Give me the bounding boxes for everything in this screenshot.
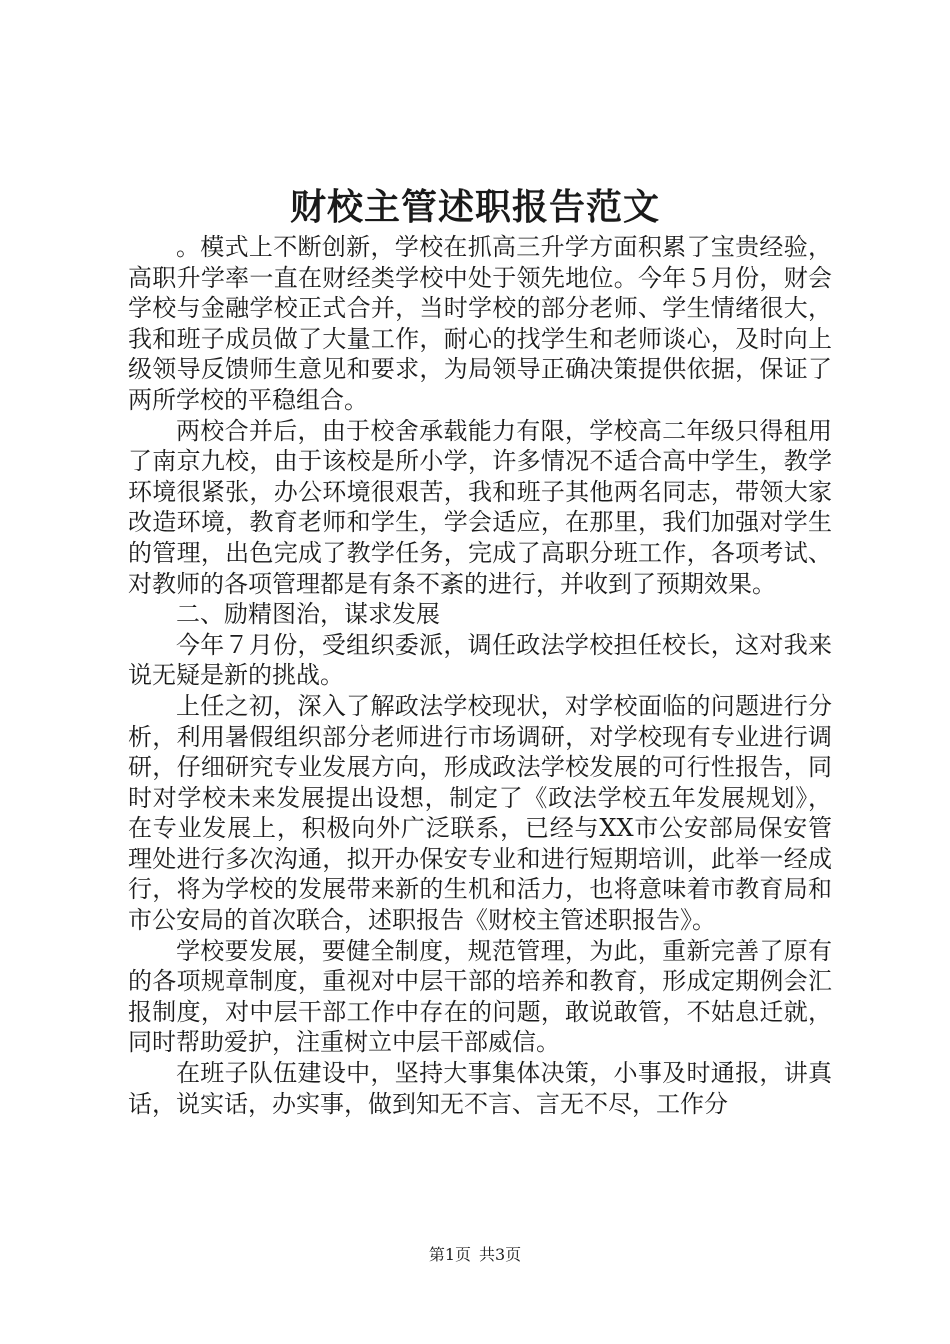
paragraph-6: 在班子队伍建设中，坚持大事集体决策，小事及时通报，讲真话，说实话，办实事，做到知无不言、言无不尽，工作分 xyxy=(128,1059,832,1118)
page-number: 第1页 xyxy=(428,1245,471,1264)
paragraph-3: 今年７月份，受组织委派，调任政法学校担任校长，这对我来说无疑是新的挑战。 xyxy=(128,630,832,690)
paragraph-4: 上任之初，深入了解政法学校现状，对学校面临的问题进行分析，利用暑假组织部分老师进行市场调研，对学校现有专业进行调研，仔细研究专业发展方向，形成政法学校发展的可行性报告，同时对学校未来发展提出设想，制定了《政法学校五年发展规划》，在专业发展上，积极向外广泛联系，已经与XX市公安部局保安管理处进行多次沟通，拟开办保安专业和进行短期培训，此举一经成行，将为学校的发展带来新的生机和活力，也将意味着市教育局和市公安局的首次联合，述职报告《财校主管述职报告》。 xyxy=(128,691,832,935)
section-heading: 二、励精图治，谋求发展 xyxy=(176,600,440,629)
paragraph-5: 学校要发展，要健全制度，规范管理，为此，重新完善了原有的各项规章制度，重视对中层干部的培养和教育，形成定期例会汇报制度，对中层干部工作中存在的问题，敢说敢管，不姑息迁就，同时帮助爱护，注重树立中层干部威信。 xyxy=(128,936,832,1057)
document-title: 财校主管述职报告范文 xyxy=(289,186,660,228)
paragraph-1: 。模式上不断创新，学校在抓高三升学方面积累了宝贵经验，高职升学率一直在财经类学校中处于领先地位。今年５月份，财会学校与金融学校正式合并，当时学校的部分老师、学生情绪很大，我和班子成员做了大量工作，耐心的找学生和老师谈心，及时向上级领导反馈师生意见和要求，为局领导正确决策提供依据，保证了两所学校的平稳组合。 xyxy=(128,233,832,414)
document-body xyxy=(128,232,832,1119)
page-total: 共3页 xyxy=(479,1245,522,1264)
paragraph-2: 两校合并后，由于校舍承载能力有限，学校高二年级只得租用了南京九校，由于该校是所小学，许多情况不适合高中学生，教学环境很紧张，办公环境很艰苦，我和班子其他两名同志，带领大家改造环境，教育老师和学生，学会适应，在那里，我们加强对学生的管理，出色完成了教学任务，完成了高职分班工作，各项考试、对教师的各项管理都是有条不紊的进行，并收到了预期效果。 xyxy=(128,416,832,598)
page-footer xyxy=(0,1245,950,1265)
